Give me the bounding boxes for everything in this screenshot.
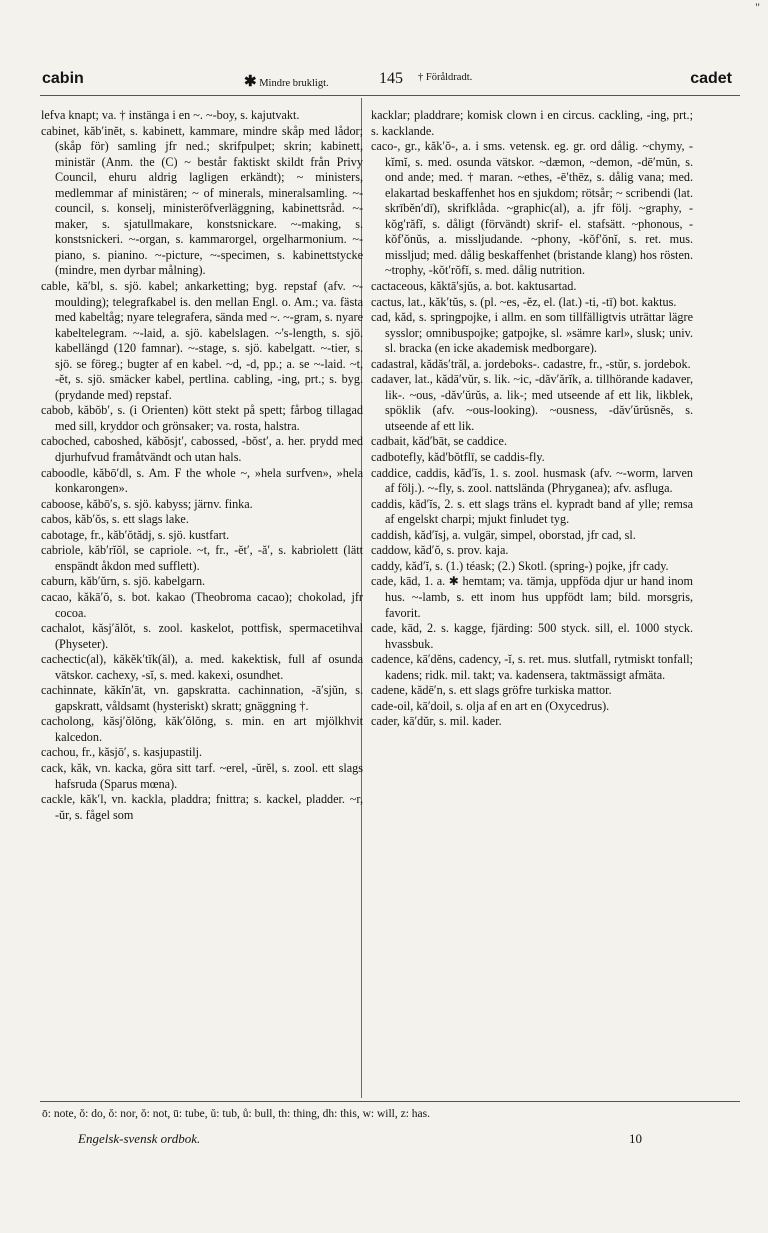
entry: cactus, lat., kăk′tŭs, s. (pl. ~es, -ĕz, el. (lat.) -ti, -tī) bot. kaktus. (371, 294, 677, 309)
signature-number: 10 (629, 1131, 642, 1146)
entry: caboose, kăbō′s, s. sjö. kabyss; järnv. finka. (41, 496, 253, 511)
entry: caboched, caboshed, kăbŏsjt′, cabossed, -bŏst′, a. her. prydd med djurhufvud framåtvändt och utan hals. (41, 434, 363, 465)
entry: cactaceous, kăktā′sjŭs, a. bot. kaktusartad. (371, 279, 577, 294)
entry: cadene, kădē′n, s. ett slags gröfre turkiska mattor. (371, 683, 612, 698)
entry: cadbotefly, kăd′bŏtflī, se caddis-fly. (371, 450, 545, 465)
entry: caddice, caddis, kăd′ĭs, 1. s. zool. husmask (afv. ~-worm, larven af följ.). ~-fly, s. zool. nattslända (Phryganea); afv. asfluga. (371, 465, 693, 496)
header-guide-word-right: cadet (690, 70, 732, 87)
header-legend-star (244, 72, 329, 91)
entry: cadaver, lat., kădā′vŭr, s. lik. ~ic, -dăv′ărĭk, a. tillhörande kadaver, lik-. ~ous, -dăv′ŭrŭs, a. lik-; med utseende af ett lik, likblek, spöklik (afv. ~ous-looking). ~ousness, -dăv′ŭrŭsnĕs, s. utseende af ett lik. (371, 372, 693, 433)
entry: cabotage, fr., kăb′ŏtădj, s. sjö. kustfart. (41, 527, 230, 542)
entry: cachectic(al), kăkĕk′tĭk(ăl), a. med. kakektisk, full af osunda vätskor. cachexy, -sĭ, s. med. kakexi, osundhet. (41, 652, 363, 682)
entry: cacao, kăkā′ŏ, s. bot. kakao (Theobroma cacao); chokolad, jfr cocoa. (41, 589, 363, 620)
entry: cabriole, kăb′rĭŏl, se capriole. ~t, fr., -ĕt′, -ă′, s. kabriolett (lätt enspändt åkdon med sufflett). (41, 543, 363, 573)
entry: cabinet, kăb′inĕt, s. kabinett, kammare, mindre skåp med lådor; (skåp för) samling jfr ned.; skrifpulpet; skrin; kabinett, ministär (Anm. the (C) ~ består faktiskt skildt från Privy Council, ehuru aldrig lagligen erkändt); ~ ministers, medlemmar af ministären; ~ of minerals, mineralsamling. ~-council, s. konselj, ministeröfverläggning, kabinettsråd. ~-maker, s. sjatullmakare, konstsnickare. ~-making, s. konstsnickeri. ~-organ, s. kammarorgel, orgelharmonium. ~-piano, s. pianino. ~-picture, ~-specimen, s. kabinettstycke (mindre, men dyrbar målning). (41, 123, 363, 278)
right-column (371, 108, 693, 730)
entry: cack, kăk, vn. kacka, göra sitt tarf. ~erel, -ŭrĕl, s. zool. ett slags hafsruda (Sparus mœna). (41, 760, 363, 791)
entry: caboodle, kăbō′dl, s. Am. F the whole ~, »hela surfven», »hela konkarongen». (41, 465, 363, 496)
entry: kacklar; pladdrare; komisk clown i en circus. cackling, -ing, prt.; s. kacklande. (371, 108, 693, 138)
entry: cader, kā′dŭr, s. mil. kader. (371, 714, 502, 729)
corner-mark: " (755, 0, 760, 14)
entry: cade, kād, 2. s. kagge, fjärding: 500 styck. sill, el. 1000 styck. hvassbuk. (371, 621, 693, 651)
entry: cabob, kăbŏb′, s. (i Orienten) kött stekt på spett; fårbog tillagad med sill, kryddor och grönsaker; va. rosta, halstra. (41, 403, 363, 433)
page-header (42, 70, 732, 90)
pronunciation-key: ō: note, ŏ: do, ŏ: nor, ŏ: not, ū: tube, ŭ: tub, ů: bull, th: thing, dh: this, w: will, z: has. (42, 1108, 430, 1120)
entry: cad, kăd, s. springpojke, i allm. en som tillfälligtvis uträttar lägre sysslor; omnibuspojke; gatpojke, sl. »sämre karl», slusk; univ. sl. bracka (en icke akademisk medborgare). (371, 310, 693, 356)
footer-rule (40, 1101, 740, 1102)
entry: cadastral, kădăs′trăl, a. jordeboks-. cadastre, fr., -stŭr, s. jordebok. (371, 356, 691, 371)
header-legend-dagger-text: Föråldradt. (425, 72, 473, 83)
entry: cachalot, kăsj′ălŏt, s. zool. kaskelot, pottfisk, spermacetihval (Physeter). (41, 621, 363, 651)
entry: caddow, kăd′ŏ, s. prov. kaja. (371, 543, 509, 558)
entry: cade-oil, kā′doil, s. olja af en art en (Oxycedrus). (371, 698, 610, 713)
entry: cadbait, kăd′bāt, se caddice. (371, 434, 507, 449)
star-icon: ✱ (244, 74, 257, 90)
entry: cachou, fr., kăsjō′, s. kasjupastilj. (41, 745, 203, 760)
dagger-icon: † (418, 72, 424, 83)
page-number: 145 (379, 70, 403, 87)
entry: cade, kād, 1. a. ✱ hemtam; va. tämja, uppföda djur ur hand inom hus. ~-lamb, s. ett inom hus uppfödt lam; bild. morsgris, favorit. (371, 574, 693, 620)
entry: cabos, kăb′ŏs, s. ett slags lake. (41, 512, 189, 527)
entry: caddish, kăd′ĭsj, a. vulgär, simpel, oborstad, jfr cad, sl. (371, 527, 636, 542)
entry: caddy, kăd′ĭ, s. (1.) téask; (2.) Skotl. (spring-) pojke, jfr cady. (371, 558, 669, 573)
header-legend-star-text: Mindre brukligt. (259, 78, 329, 89)
left-column (41, 108, 363, 823)
entry: caco-, gr., kăk′ŏ-, a. i sms. vetensk. eg. gr. ord dålig. ~chymy, -kĭmĭ, s. med. osunda vätskor. ~dæmon, ~demon, -dē′mŭn, s. ond ande; med. † maran. ~ethes, -ē′thēz, s. dålig vana; med. elakartad beskaffenhet hos en sjukdom; rötsår; ~ scribendi (lat. skrībĕn′dī), skrifklåda. ~graphic(al), a. jfr följ. ~graphy, -kŏg′răfĭ, s. dåligt (förvändt) skrif- el. stafsätt. ~phonous, -kŏf′ŏnŭs, a. missljudande. ~phony, -kŏf′ŏnĭ, s. ret. mus. missljud; med. dålig beskaffenhet (bristande klang) hos rösten. ~trophy, -kŏt′rŏfĭ, s. med. dålig nutrition. (371, 139, 693, 278)
entry: caburn, kăb′ŭrn, s. sjö. kabelgarn. (41, 574, 206, 589)
entry: caddis, kăd′ĭs, 2. s. ett slags träns el. kypradt band af ylle; remsa af engelskt charpi; mjukt finludet tyg. (371, 496, 693, 527)
header-legend-dagger (418, 72, 472, 83)
header-guide-word-left: cabin (42, 70, 84, 87)
entry: cable, kā′bl, s. sjö. kabel; ankarketting; byg. repstaf (afv. ~-moulding); telegrafkabel is. den mellan Engl. o. Am.; va. fästa med kabeltåg; nyare telegrafera, sända med ~. ~-gram, s. nyare kabeltelegram. ~-laid, a. sjö. kabelslagen. ~'s-length, s. sjö. kabellängd (120 famnar). ~-stage, s. sjö. kabelgatt. ~-tier, s. sjö. se föreg.; bugter af en kabel. ~d, -d, pp.; a. se ~-laid. ~t, -ĕt, s. sjö. smäcker kabel, pertlina. cabling, -ing, prt.; s. byg. (prydande med) repstaf. (41, 279, 363, 402)
header-rule (40, 95, 740, 96)
book-title: Engelsk-svensk ordbok. (78, 1131, 201, 1146)
entry: cacholong, kăsj′ŏlŏng, kăk′ŏlŏng, s. min. en art mjölkhvit kalcedon. (41, 714, 363, 744)
entry: cadence, kā′dĕns, cadency, -ĭ, s. ret. mus. slutfall, rytmiskt tonfall; kadens; ridk. mil. takt; va. kadensera, taktmässigt afmäta. (371, 652, 693, 682)
entry: lefva knapt; va. † instänga i en ~. ~-boy, s. kajutvakt. (41, 108, 300, 122)
entry: cachinnate, kăkĭn′āt, vn. gapskratta. cachinnation, -ā′sjŭn, s. gapskratt, våldsamt (hysteriskt) skratt; gnäggning †. (41, 683, 363, 713)
entry: cackle, kăk′l, vn. kackla, pladdra; fnittra; s. kackel, pladder. ~r, -ŭr, s. fågel som (41, 792, 363, 822)
